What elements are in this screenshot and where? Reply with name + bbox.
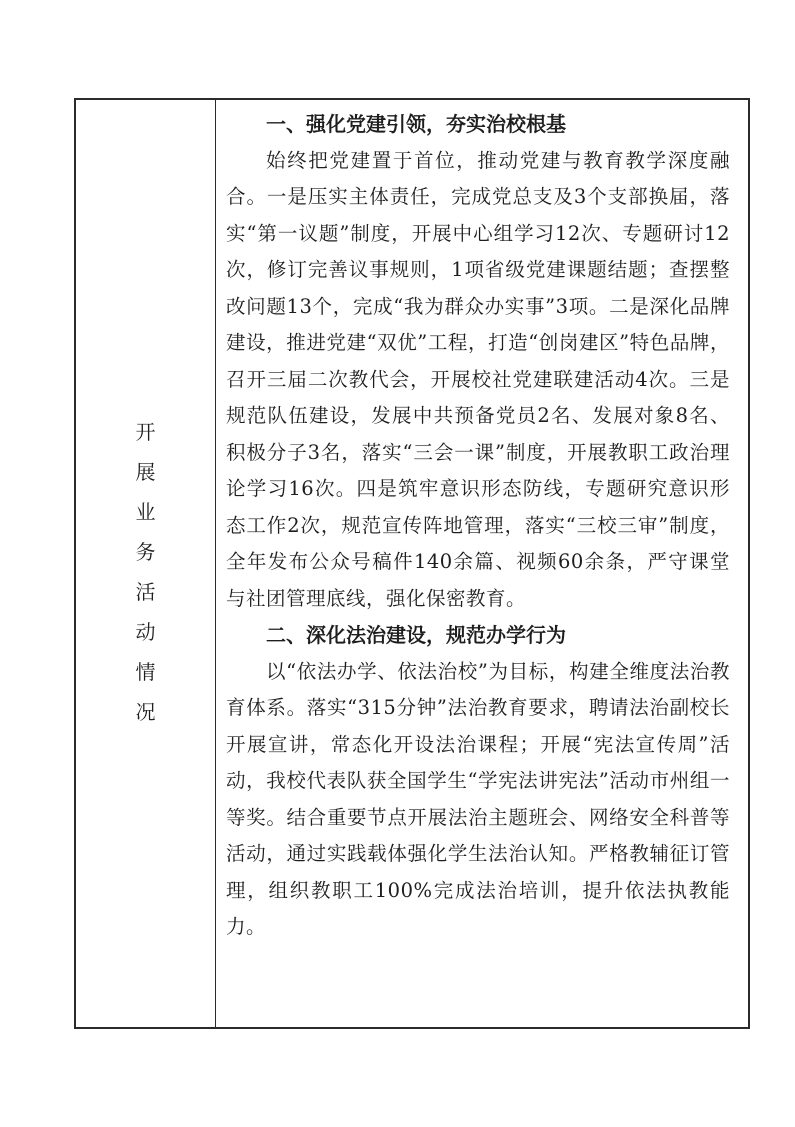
row-label-char: 况 — [135, 700, 156, 724]
row-label-char: 活 — [135, 580, 156, 604]
row-label-char: 务 — [135, 540, 156, 564]
row-label-char: 情 — [135, 660, 156, 684]
row-label-char: 开 — [135, 420, 156, 444]
section-heading: 二、深化法治建设，规范办学行为 — [266, 623, 566, 647]
row-label-cell — [76, 100, 216, 1027]
section-heading: 一、强化党建引领，夯实治校根基 — [266, 112, 566, 136]
content-cell — [226, 106, 730, 946]
section-paragraph: 始终把党建置于首位，推动党建与教育教学深度融合。一是压实主体责任，完成党总支及3个支部换届，落实“第一议题”制度，开展中心组学习12次、专题研讨12次，修订完善议事规则，1项省级党建课题结题；查摆整改问题13个，完成“我为群众办实事”3项。二是深化品牌建设，推进党建“双优”工程，打造“创岗建区”特色品牌，召开三届二次教代会，开展校社党建联建活动4次。三是规范队伍建设，发展中共预备党员2名、发展对象8名、积极分子3名，落实“三会一课”制度，开展教职工政治理论学习16次。四是筑牢意识形态防线，专题研究意识形态工作2次，规范宣传阵地管理，落实“三校三审”制度，全年发布公众号稿件140余篇、视频60余条，严守课堂与社团管理底线，强化保密教育。 — [226, 148, 730, 610]
row-label — [76, 412, 215, 732]
row-label-char: 动 — [135, 620, 156, 644]
row-label-char: 展 — [135, 460, 156, 484]
activity-table — [74, 98, 750, 1029]
section-paragraph: 以“依法办学、依法治校”为目标，构建全维度法治教育体系。落实“315分钟”法治教育要求，聘请法治副校长开展宣讲，常态化开设法治课程；开展“宪法宣传周”活动，我校代表队获全国学生“学宪法讲宪法”活动市州组一等奖。结合重要节点开展法治主题班会、网络安全科普等活动，通过实践载体强化学生法治认知。严格教辅征订管理，组织教职工100%完成法治培训，提升依法执教能力。 — [226, 659, 730, 938]
row-label-char: 业 — [135, 500, 156, 524]
